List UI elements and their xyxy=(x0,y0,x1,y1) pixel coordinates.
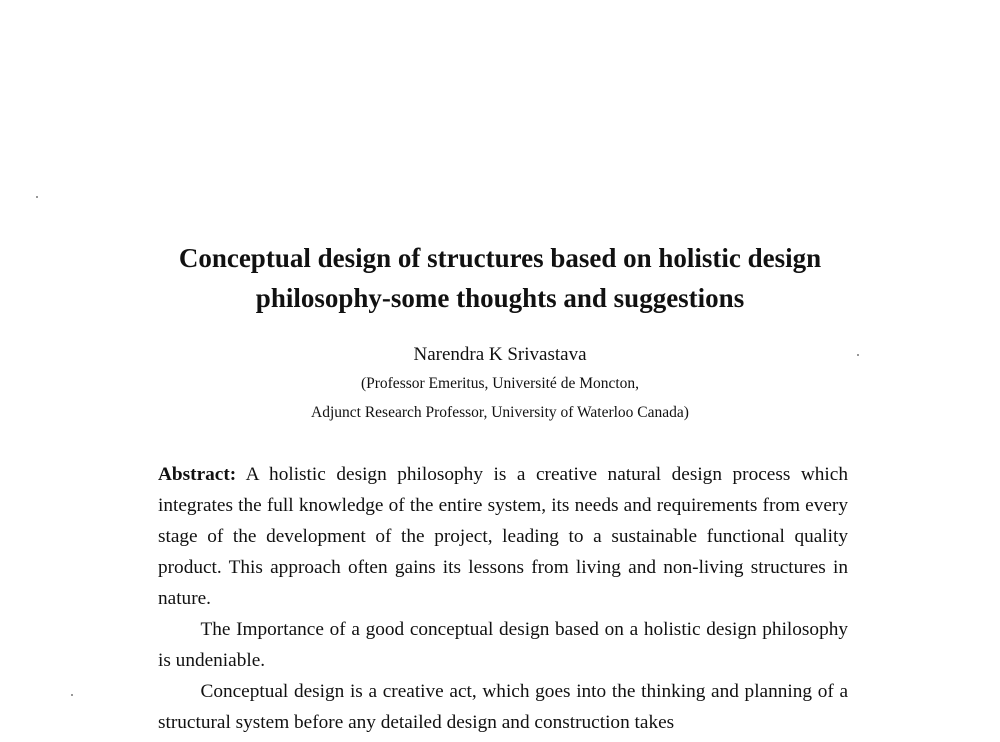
affiliation-line-1: (Professor Emeritus, Université de Moncton, xyxy=(360,375,640,392)
affiliation-line-2: Adjunct Research Professor, University of Waterloo Canada) xyxy=(311,404,689,421)
paper-body xyxy=(158,459,848,738)
body-paragraph-3: Conceptual design is a creative act, which goes into the thinking and planning of a structural system before any detailed design and construction takes xyxy=(158,681,848,733)
abstract-label: Abstract: xyxy=(158,464,237,485)
paper-title xyxy=(100,238,900,318)
scan-speck xyxy=(857,354,859,356)
abstract-paragraph xyxy=(158,459,848,614)
title-line-2: philosophy-some thoughts and suggestions xyxy=(255,283,745,313)
scan-speck xyxy=(36,196,38,198)
author-name: Narendra K Srivastava xyxy=(413,344,587,365)
title-line-1: Conceptual design of structures based on holistic design xyxy=(178,243,822,273)
body-paragraph-2: The Importance of a good conceptual design based on a holistic design philosophy is undeniable. xyxy=(158,619,848,671)
abstract-text: A holistic design philosophy is a creative natural design process which integrates the full knowledge of the entire system, its needs and requirements from every stage of the development of the project, leading to a sustainable functional quality product. This approach often gains its lessons from living and non-living structures in nature. xyxy=(158,464,848,609)
scan-speck xyxy=(71,694,73,696)
